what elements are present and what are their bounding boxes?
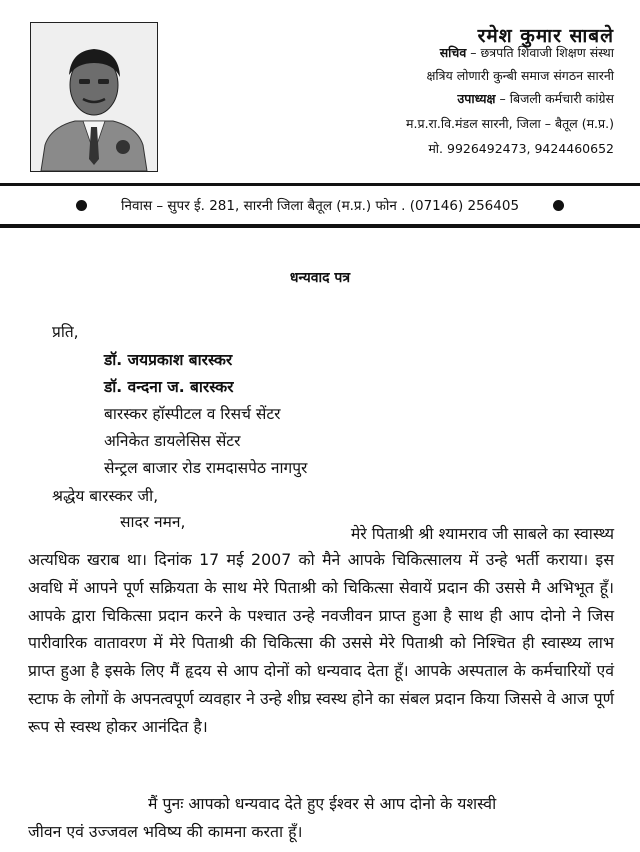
portrait-figure [31,23,157,171]
header-rule-bottom [0,224,640,228]
designation-line-3 [457,91,614,107]
paragraph-2-first-line: मैं पुनः आपको धन्यवाद देते हुए ईश्वर से आप दोनो के यशस्वी [148,794,497,813]
designation-1-label: सचिव [439,45,467,60]
sender-name: रमेश कुमार साबले [477,25,614,47]
recipient-name-2: डॉ. वन्दना ज. बारस्कर [104,378,234,396]
paragraph-1-body: अत्यधिक खराब था। दिनांक 17 मई 2007 को मैने आपके चिकित्सालय में उन्हे भर्ती कराया। इस अवधि में आपने पूर्ण सक्रियता के साथ मेरे पिताश्री को चिकित्सा सेवायें प्रदान की उससे मै अभिभूत हूँ। आपके द्वारा चिकित्सा प्रदान करने के पश्चात उन्हे नवजीवन प्राप्त हुआ है साथ ही आप दोनो ने जिस पारीवारिक वातावरण में मेरे पिताश्री की चिकित्सा की उससे मेरे पिताश्री को निश्चित ही स्वास्थ्य लाभ प्राप्त हुआ है इसके लिए मैं हृदय से आप दोनों को धन्यवाद देता हूँ। आपके अस्पताल के कर्मचारियों एवं स्टाफ के लोगों के अपनत्वपूर्ण व्यवहार ने उन्हे शीघ्र स्वस्थ होने का संबल प्रदान किया जिससे वे आज पूर्ण रूप से स्वस्थ होकर आनंदित है। [28,550,614,736]
to-label: प्रति, [52,323,79,341]
phone-numbers: मो. 9926492473, 9424460652 [428,141,614,156]
paragraph-1-first-line: मेरे पिताश्री श्री श्यामराव जी साबले का स्वास्थ्य [350,524,614,543]
designation-line-1 [440,45,614,61]
salutation: श्रद्धेय बारस्कर जी, [52,487,159,505]
recipient-address-2: अनिकेत डायलेसिस सेंटर [104,432,241,450]
designation-3-text: – बिजली कर्मचारी कांग्रेस [499,91,614,106]
recipient-address-1: बारस्कर हॉस्पीटल व रिसर्च सेंटर [104,405,281,423]
recipient-address-3: सेन्ट्रल बाजार रोड रामदासपेठ नागपुर [104,459,308,477]
designation-3-label: उपाध्यक्ष [457,91,496,106]
bullet-icon [76,200,87,211]
bullet-icon [553,200,564,211]
designation-1-text: – छत्रपति शिवाजी शिक्षण संस्था [470,45,614,60]
letter-title: धन्यवाद पत्र [289,270,351,286]
recipient-name-1: डॉ. जयप्रकाश बारस्कर [104,351,233,369]
paragraph-2-second-line: जीवन एवं उज्जवल भविष्य की कामना करता हूँ। [28,822,303,841]
residence-address: निवास – सुपर ई. 281, सारनी जिला बैतूल (म.प्र.) फोन . (07146) 256405 [120,198,520,214]
header-rule-top [0,183,640,186]
designation-line-4: म.प्र.रा.वि.मंडल सारनी, जिला – बैतूल (म.प्र.) [406,116,614,131]
designation-line-2: क्षत्रिय लोणारी कुन्बी समाज संगठन सारनी [426,68,614,83]
residence-bar [0,188,640,222]
greeting: सादर नमन, [120,513,186,531]
portrait-photo [30,22,158,172]
